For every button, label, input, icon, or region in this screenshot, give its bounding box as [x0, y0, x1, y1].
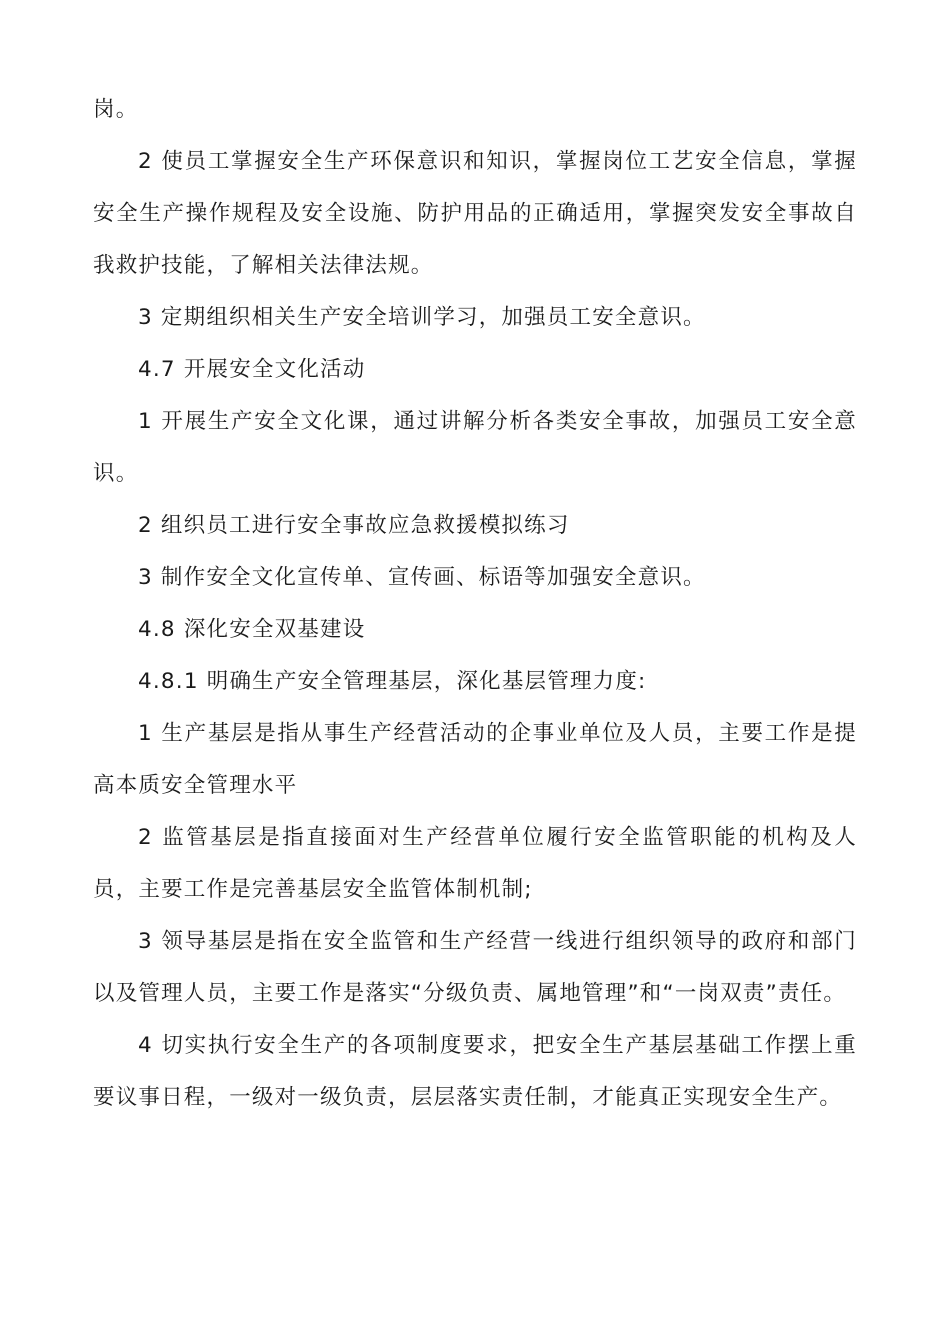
paragraph-item-3-leadership-level: 3 领导基层是指在安全监管和生产经营一线进行组织领导的政府和部门以及管理人员，主要工作是落实“分级负责、属地管理”和“一岗双责”责任。: [93, 929, 857, 1006]
section-heading-4-7: 4.7 开展安全文化活动: [138, 357, 366, 382]
paragraph-item-2-emergency-drill: 2 组织员工进行安全事故应急救援模拟练习: [138, 513, 570, 538]
paragraph-continuation: 岗。: [93, 97, 139, 122]
paragraph-item-2-training-content: 2 使员工掌握安全生产环保意识和知识，掌握岗位工艺安全信息，掌握安全生产操作规程及安全设施、防护用品的正确适用，掌握突发安全事故自我救护技能，了解相关法律法规。: [93, 149, 857, 278]
section-heading-4-8: 4.8 深化安全双基建设: [138, 617, 366, 642]
paragraph-item-1-production-level: 1 生产基层是指从事生产经营活动的企事业单位及人员，主要工作是提高本质安全管理水平: [93, 721, 857, 798]
document-page: [93, 84, 857, 1124]
subsection-heading-4-8-1: 4.8.1 明确生产安全管理基层，深化基层管理力度:: [138, 669, 647, 694]
paragraph-item-4-implementation: 4 切实执行安全生产的各项制度要求，把安全生产基层基础工作摆上重要议事日程，一级对一级负责，层层落实责任制，才能真正实现安全生产。: [93, 1033, 857, 1110]
paragraph-item-1-culture-class: 1 开展生产安全文化课，通过讲解分析各类安全事故，加强员工安全意识。: [93, 409, 857, 486]
paragraph-item-3-publicity: 3 制作安全文化宣传单、宣传画、标语等加强安全意识。: [138, 565, 706, 590]
paragraph-item-2-supervision-level: 2 监管基层是指直接面对生产经营单位履行安全监管职能的机构及人员，主要工作是完善基层安全监管体制机制;: [93, 825, 857, 902]
paragraph-item-3-regular-training: 3 定期组织相关生产安全培训学习，加强员工安全意识。: [138, 305, 706, 330]
